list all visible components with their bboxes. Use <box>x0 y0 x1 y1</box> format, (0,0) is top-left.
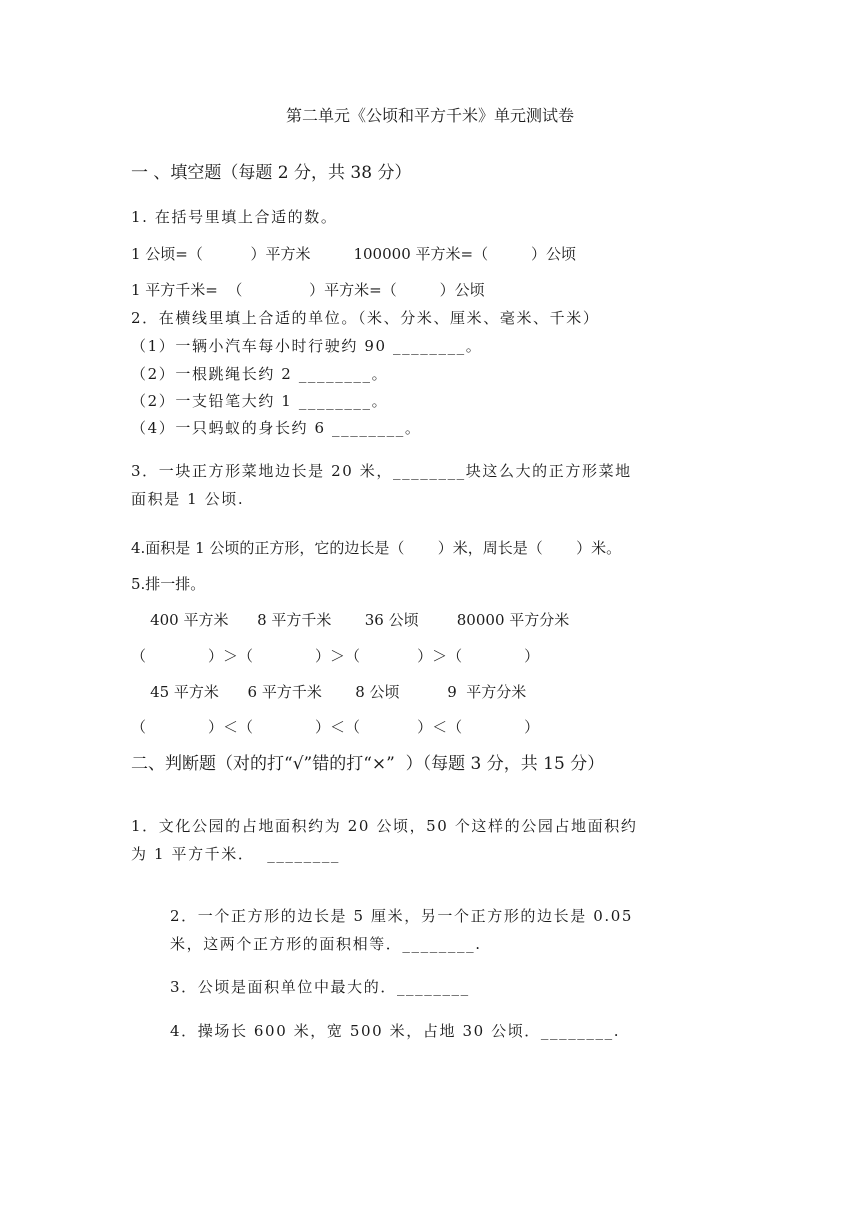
judge-question-1-line-2: 为 1 平方千米． ________ <box>131 845 341 863</box>
question-5-row-1-blanks: （ ）＞（ ）＞（ ）＞（ ） <box>131 647 540 665</box>
question-1-line-2: 1 平方千米= （ ）平方米=（ ）公顷 <box>131 281 485 299</box>
question-3-line-2: 面积是 1 公顷. <box>131 490 245 508</box>
section-2-heading: 二、判断题（对的打“√”错的打“×” ）（每题 3 分，共 15 分） <box>131 754 605 774</box>
question-2-item-4: （4）一只蚂蚁的身长约 6 ________。 <box>131 419 422 437</box>
question-2-item-2: （2）一根跳绳长约 2 ________。 <box>131 365 389 383</box>
question-2-item-1: （1）一辆小汽车每小时行驶约 90 ________。 <box>131 337 483 355</box>
question-5-row-2: 45 平方米 6 平方千米 8 公顷 9 平方分米 <box>131 683 527 701</box>
question-5-prompt: 5.排一排。 <box>131 575 206 593</box>
question-4: 4.面积是 1 公顷的正方形，它的边长是（ ）米，周长是（ ）米。 <box>131 539 622 557</box>
question-5-row-2-blanks: （ ）＜（ ）＜（ ）＜（ ） <box>131 718 540 736</box>
question-3-line-1: 3．一块正方形菜地边长是 20 米，________块这么大的正方形菜地 <box>131 462 632 480</box>
judge-question-3: 3．公顷是面积单位中最大的．________ <box>170 978 470 996</box>
exam-title: 第二单元《公顷和平方千米》单元测试卷 <box>285 106 574 125</box>
section-1-heading: 一 、填空题（每题 2 分，共 38 分） <box>131 163 412 183</box>
judge-question-2-line-2: 米，这两个正方形的面积相等．________. <box>170 935 482 953</box>
question-1-line-1: 1 公顷=（ ）平方米 100000 平方米=（ ）公顷 <box>131 245 576 263</box>
question-1-prompt: 1. 在括号里填上合适的数。 <box>131 208 338 226</box>
question-2-item-3: （2）一支铅笔大约 1 ________。 <box>131 392 389 410</box>
judge-question-4: 4．操场长 600 米，宽 500 米，占地 30 公顷．________. <box>170 1022 621 1040</box>
judge-question-2-line-1: 2．一个正方形的边长是 5 厘米，另一个正方形的边长是 0.05 <box>170 907 633 925</box>
question-5-row-1: 400 平方米 8 平方千米 36 公顷 80000 平方分米 <box>131 611 570 629</box>
judge-question-1-line-1: 1．文化公园的占地面积约为 20 公顷，50 个这样的公园占地面积约 <box>131 817 638 835</box>
question-2-prompt: 2．在横线里填上合适的单位。（米、分米、厘米、毫米、千米） <box>131 309 600 327</box>
